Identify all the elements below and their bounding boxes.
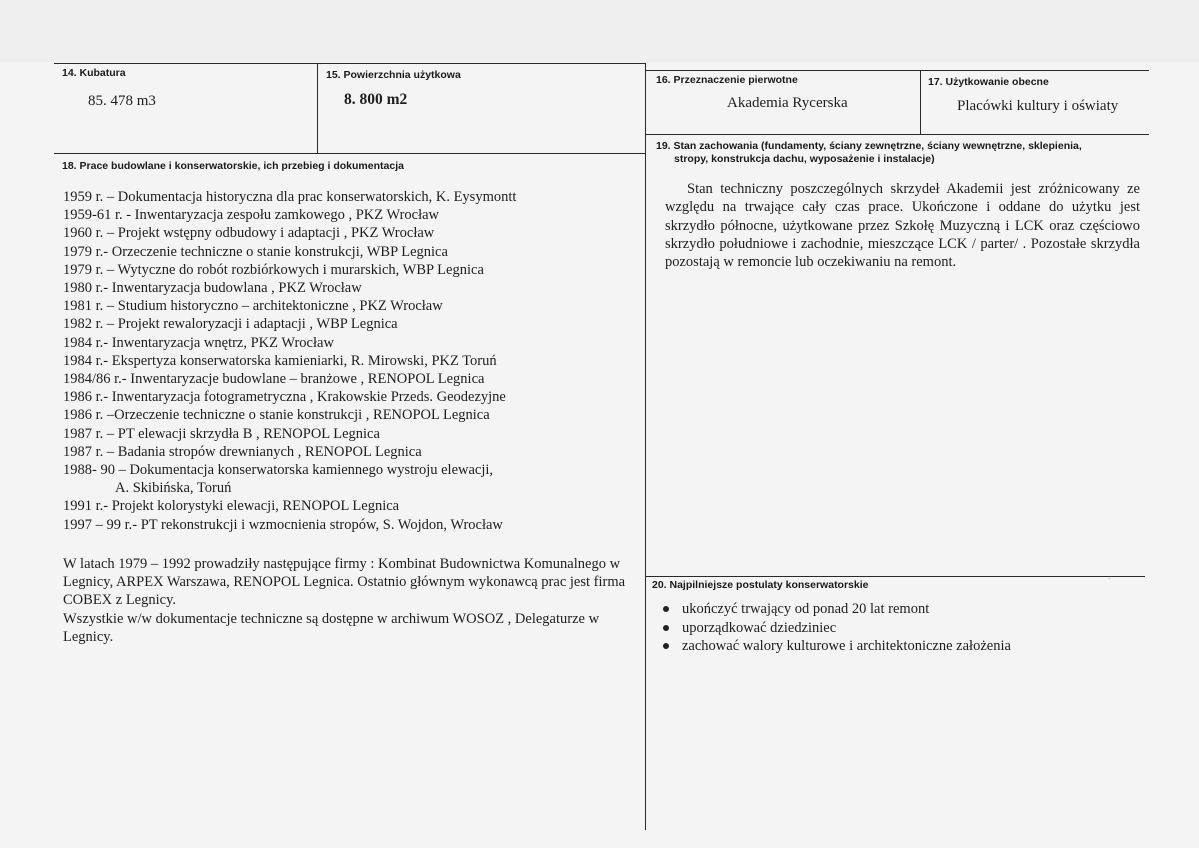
condition-text: Stan techniczny poszczególnych skrzydeł Akademii jest zróżnicowany ze względu na trwające cały czas prace. Ukończone i oddane do użytku jest skrzydło północne, użytkowane przez Szkołę Muzyczną i LCK oraz częściowo skrzydło południowe i zachodnie, mieszczące LCK / parter/ . Pozostałe skrzydła pozostają w remoncie lub oczekiwaniu na remont. xyxy=(665,181,1140,271)
top-rule-right xyxy=(645,70,1149,71)
log-entry: 1984 r.- Ekspertyza konserwatorska kamieniarki, R. Mirowski, PKZ Toruń xyxy=(63,352,497,369)
rule-left-section xyxy=(54,153,645,154)
postulate-text: ukończyć trwający od ponad 20 lat remont xyxy=(682,601,930,617)
log-entry: 1982 r. – Projekt rewaloryzacji i adaptacji , WBP Legnica xyxy=(63,316,398,333)
log-entry: 1960 r. – Projekt wstępny odbudowy i adaptacji , PKZ Wrocław xyxy=(63,225,435,242)
log-entry: 1979 r.- Orzeczenie techniczne o stanie konstrukcji, WBP Legnica xyxy=(63,243,448,260)
documentation-log xyxy=(63,188,516,534)
log-entry: 1987 r. – Badania stropów drewnianych , RENOPOL Legnica xyxy=(63,443,422,460)
field19-label-line1: 19. Stan zachowania (fundamenty, ściany zewnętrzne, ściany wewnętrzne, sklepienia, xyxy=(656,140,1082,152)
list-item xyxy=(660,637,1011,656)
log-entry: 1959 r. – Dokumentacja historyczna dla prac konserwatorskich, K. Eysymontt xyxy=(63,189,517,205)
contractors-paragraph xyxy=(63,555,633,646)
field17-label: 17. Użytkowanie obecne xyxy=(928,76,1049,88)
scan-margin xyxy=(0,0,1199,62)
list-item xyxy=(660,619,1011,638)
field19-label xyxy=(656,140,1082,165)
postulates-list xyxy=(660,600,1011,656)
log-entry: 1981 r. – Studium historyczno – architektoniczne , PKZ Wrocław xyxy=(63,298,443,315)
rule-section20 xyxy=(645,576,1145,577)
divider-16-17 xyxy=(920,70,921,134)
bullet-icon xyxy=(663,625,669,631)
field16-value: Akademia Rycerska xyxy=(727,95,848,111)
field16-label: 16. Przeznaczenie pierwotne xyxy=(656,74,798,86)
archive-note: Wszystkie w/w dokumentacje techniczne są dostępne w archiwum WOSOZ , Delegaturze w Legnicy. xyxy=(63,610,600,645)
field18-label: 18. Prace budowlane i konserwatorskie, ich przebieg i dokumentacja xyxy=(62,160,404,172)
log-entry: 1984/86 r.- Inwentaryzacje budowlane – branżowe , RENOPOL Legnica xyxy=(63,371,485,388)
field17-value: Placówki kultury i oświaty xyxy=(957,98,1119,114)
field14-value: 85. 478 m3 xyxy=(88,93,156,109)
field14-label: 14. Kubatura xyxy=(62,67,126,79)
center-divider xyxy=(645,63,646,830)
field19-label-line2: stropy, konstrukcja dachu, wyposażenie i instalacje) xyxy=(674,152,935,165)
divider-14-15 xyxy=(317,63,318,153)
log-entry: 1984 r.- Inwentaryzacja wnętrz, PKZ Wrocław xyxy=(63,334,334,351)
postulate-text: uporządkować dziedziniec xyxy=(682,619,837,636)
log-entry-continuation: A. Skibińska, Toruń xyxy=(115,480,232,497)
field15-label: 15. Powierzchnia użytkowa xyxy=(326,69,461,81)
log-entry: 1959-61 r. - Inwentaryzacja zespołu zamkowego , PKZ Wrocław xyxy=(63,207,440,224)
field15-value: 8. 800 m2 xyxy=(344,91,408,108)
top-rule-left xyxy=(54,63,645,64)
bullet-icon xyxy=(663,643,669,649)
log-entry: 1997 – 99 r.- PT rekonstrukcji i wzmocnienia stropów, S. Wojdon, Wrocław xyxy=(63,516,503,533)
field20-label: 20. Najpilniejsze postulaty konserwatorskie xyxy=(652,579,869,591)
log-entry: 1980 r.- Inwentaryzacja budowlana , PKZ Wrocław xyxy=(63,280,362,297)
rule-row1-right xyxy=(645,134,1149,135)
contractors-text: W latach 1979 – 1992 prowadziły następujące firmy : Kombinat Budownictwa Komunalnego w Legnicy, ARPEX Warszawa, RENOPOL Legnica. Ostatnio głównym wykonawcą prac jest firma COBEX z Legnicy. xyxy=(63,556,626,609)
log-entry: 1991 r.- Projekt kolorystyki elewacji, RENOPOL Legnica xyxy=(63,498,400,515)
bullet-icon xyxy=(663,606,669,612)
log-entry: 1979 r. – Wytyczne do robót rozbiórkowych i murarskich, WBP Legnica xyxy=(63,261,484,278)
log-entry: 1987 r. – PT elewacji skrzydła B , RENOPOL Legnica xyxy=(63,425,380,442)
log-entry: 1986 r. –Orzeczenie techniczne o stanie konstrukcji , RENOPOL Legnica xyxy=(63,407,490,424)
log-entry: 1988- 90 – Dokumentacja konserwatorska kamiennego wystroju elewacji, xyxy=(63,462,494,479)
list-item xyxy=(660,600,1011,619)
scan-mark: · xyxy=(1108,574,1111,583)
postulate-text: zachować walory kulturowe i architektoniczne założenia xyxy=(682,638,1011,654)
log-entry: 1986 r.- Inwentaryzacja fotogrametryczna , Krakowskie Przeds. Geodezyjne xyxy=(63,389,506,406)
